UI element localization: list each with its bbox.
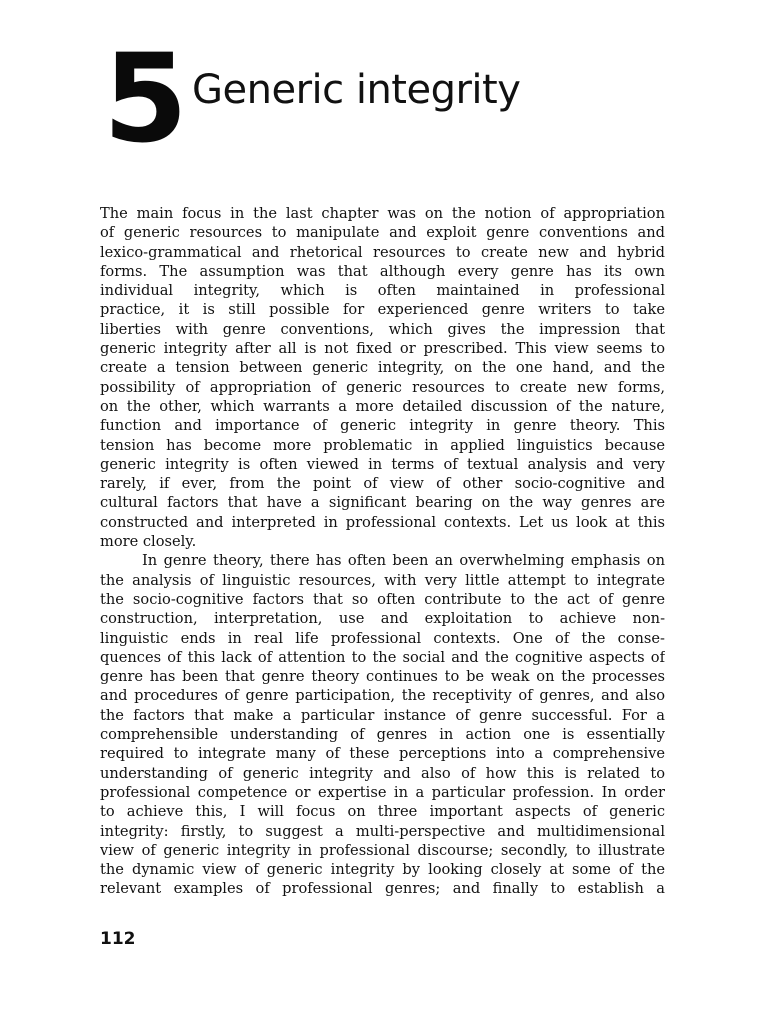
text-line: practice, it is still possible for experienced genre writers to take xyxy=(100,301,665,319)
text-line: quences of this lack of attention to the social and the cognitive aspects of xyxy=(100,648,665,666)
text-line: integrity: firstly, to suggest a multi-perspective and multidimensional xyxy=(100,822,665,840)
text-line: liberties with genre conventions, which gives the impression that xyxy=(100,320,665,338)
paragraph-1 xyxy=(100,204,665,551)
text-line: view of generic integrity in professional discourse; secondly, to illustrate xyxy=(100,841,665,859)
text-line: create a tension between generic integrity, on the one hand, and the xyxy=(100,359,665,377)
body-text xyxy=(100,204,665,899)
text-line: generic integrity is often viewed in terms of textual analysis and very xyxy=(100,455,665,473)
text-line: of generic resources to manipulate and exploit genre conventions and xyxy=(100,224,665,242)
text-line: tension has become more problematic in applied linguistics because xyxy=(100,436,665,454)
text-line: In genre theory, there has often been an overwhelming emphasis on xyxy=(142,552,665,570)
chapter-number: 5 xyxy=(103,28,186,170)
text-line: more closely. xyxy=(100,533,197,551)
text-line: forms. The assumption was that although every genre has its own xyxy=(100,262,665,280)
paragraph-2 xyxy=(100,551,665,898)
chapter-title: Generic integrity xyxy=(192,67,521,113)
text-line: the dynamic view of generic integrity by looking closely at some of the xyxy=(100,861,665,879)
text-line: construction, interpretation, use and exploitation to achieve non- xyxy=(100,610,665,628)
text-line: generic integrity after all is not fixed or prescribed. This view seems to xyxy=(100,340,665,358)
text-line: relevant examples of professional genres; and finally to establish a xyxy=(100,880,665,898)
text-line: professional competence or expertise in a particular profession. In order xyxy=(100,783,665,801)
text-line: constructed and interpreted in professional contexts. Let us look at this xyxy=(100,513,665,531)
text-line: required to integrate many of these perceptions into a comprehensive xyxy=(100,745,665,763)
text-line: linguistic ends in real life professional contexts. One of the conse- xyxy=(100,629,665,647)
text-line: on the other, which warrants a more detailed discussion of the nature, xyxy=(100,397,665,415)
text-line: the factors that make a particular instance of genre successful. For a xyxy=(100,706,665,724)
page-number: 112 xyxy=(100,929,136,949)
text-line: individual integrity, which is often maintained in professional xyxy=(100,282,665,300)
text-line: possibility of appropriation of generic resources to create new forms, xyxy=(100,378,665,396)
text-line: understanding of generic integrity and also of how this is related to xyxy=(100,764,665,782)
text-line: The main focus in the last chapter was on the notion of appropriation xyxy=(100,205,665,222)
text-line: and procedures of genre participation, the receptivity of genres, and also xyxy=(100,687,665,705)
text-line: cultural factors that have a significant bearing on the way genres are xyxy=(100,494,665,512)
text-line: rarely, if ever, from the point of view of other socio-cognitive and xyxy=(100,475,665,493)
text-line: lexico-grammatical and rhetorical resources to create new and hybrid xyxy=(100,243,665,261)
text-line: the socio-cognitive factors that so often contribute to the act of genre xyxy=(100,590,665,608)
text-line: genre has been that genre theory continues to be weak on the processes xyxy=(100,668,665,686)
text-line: to achieve this, I will focus on three important aspects of generic xyxy=(100,803,665,821)
text-line: comprehensible understanding of genres in action one is essentially xyxy=(100,726,665,744)
text-line: the analysis of linguistic resources, with very little attempt to integrate xyxy=(100,571,665,589)
text-line: function and importance of generic integrity in genre theory. This xyxy=(100,417,665,435)
